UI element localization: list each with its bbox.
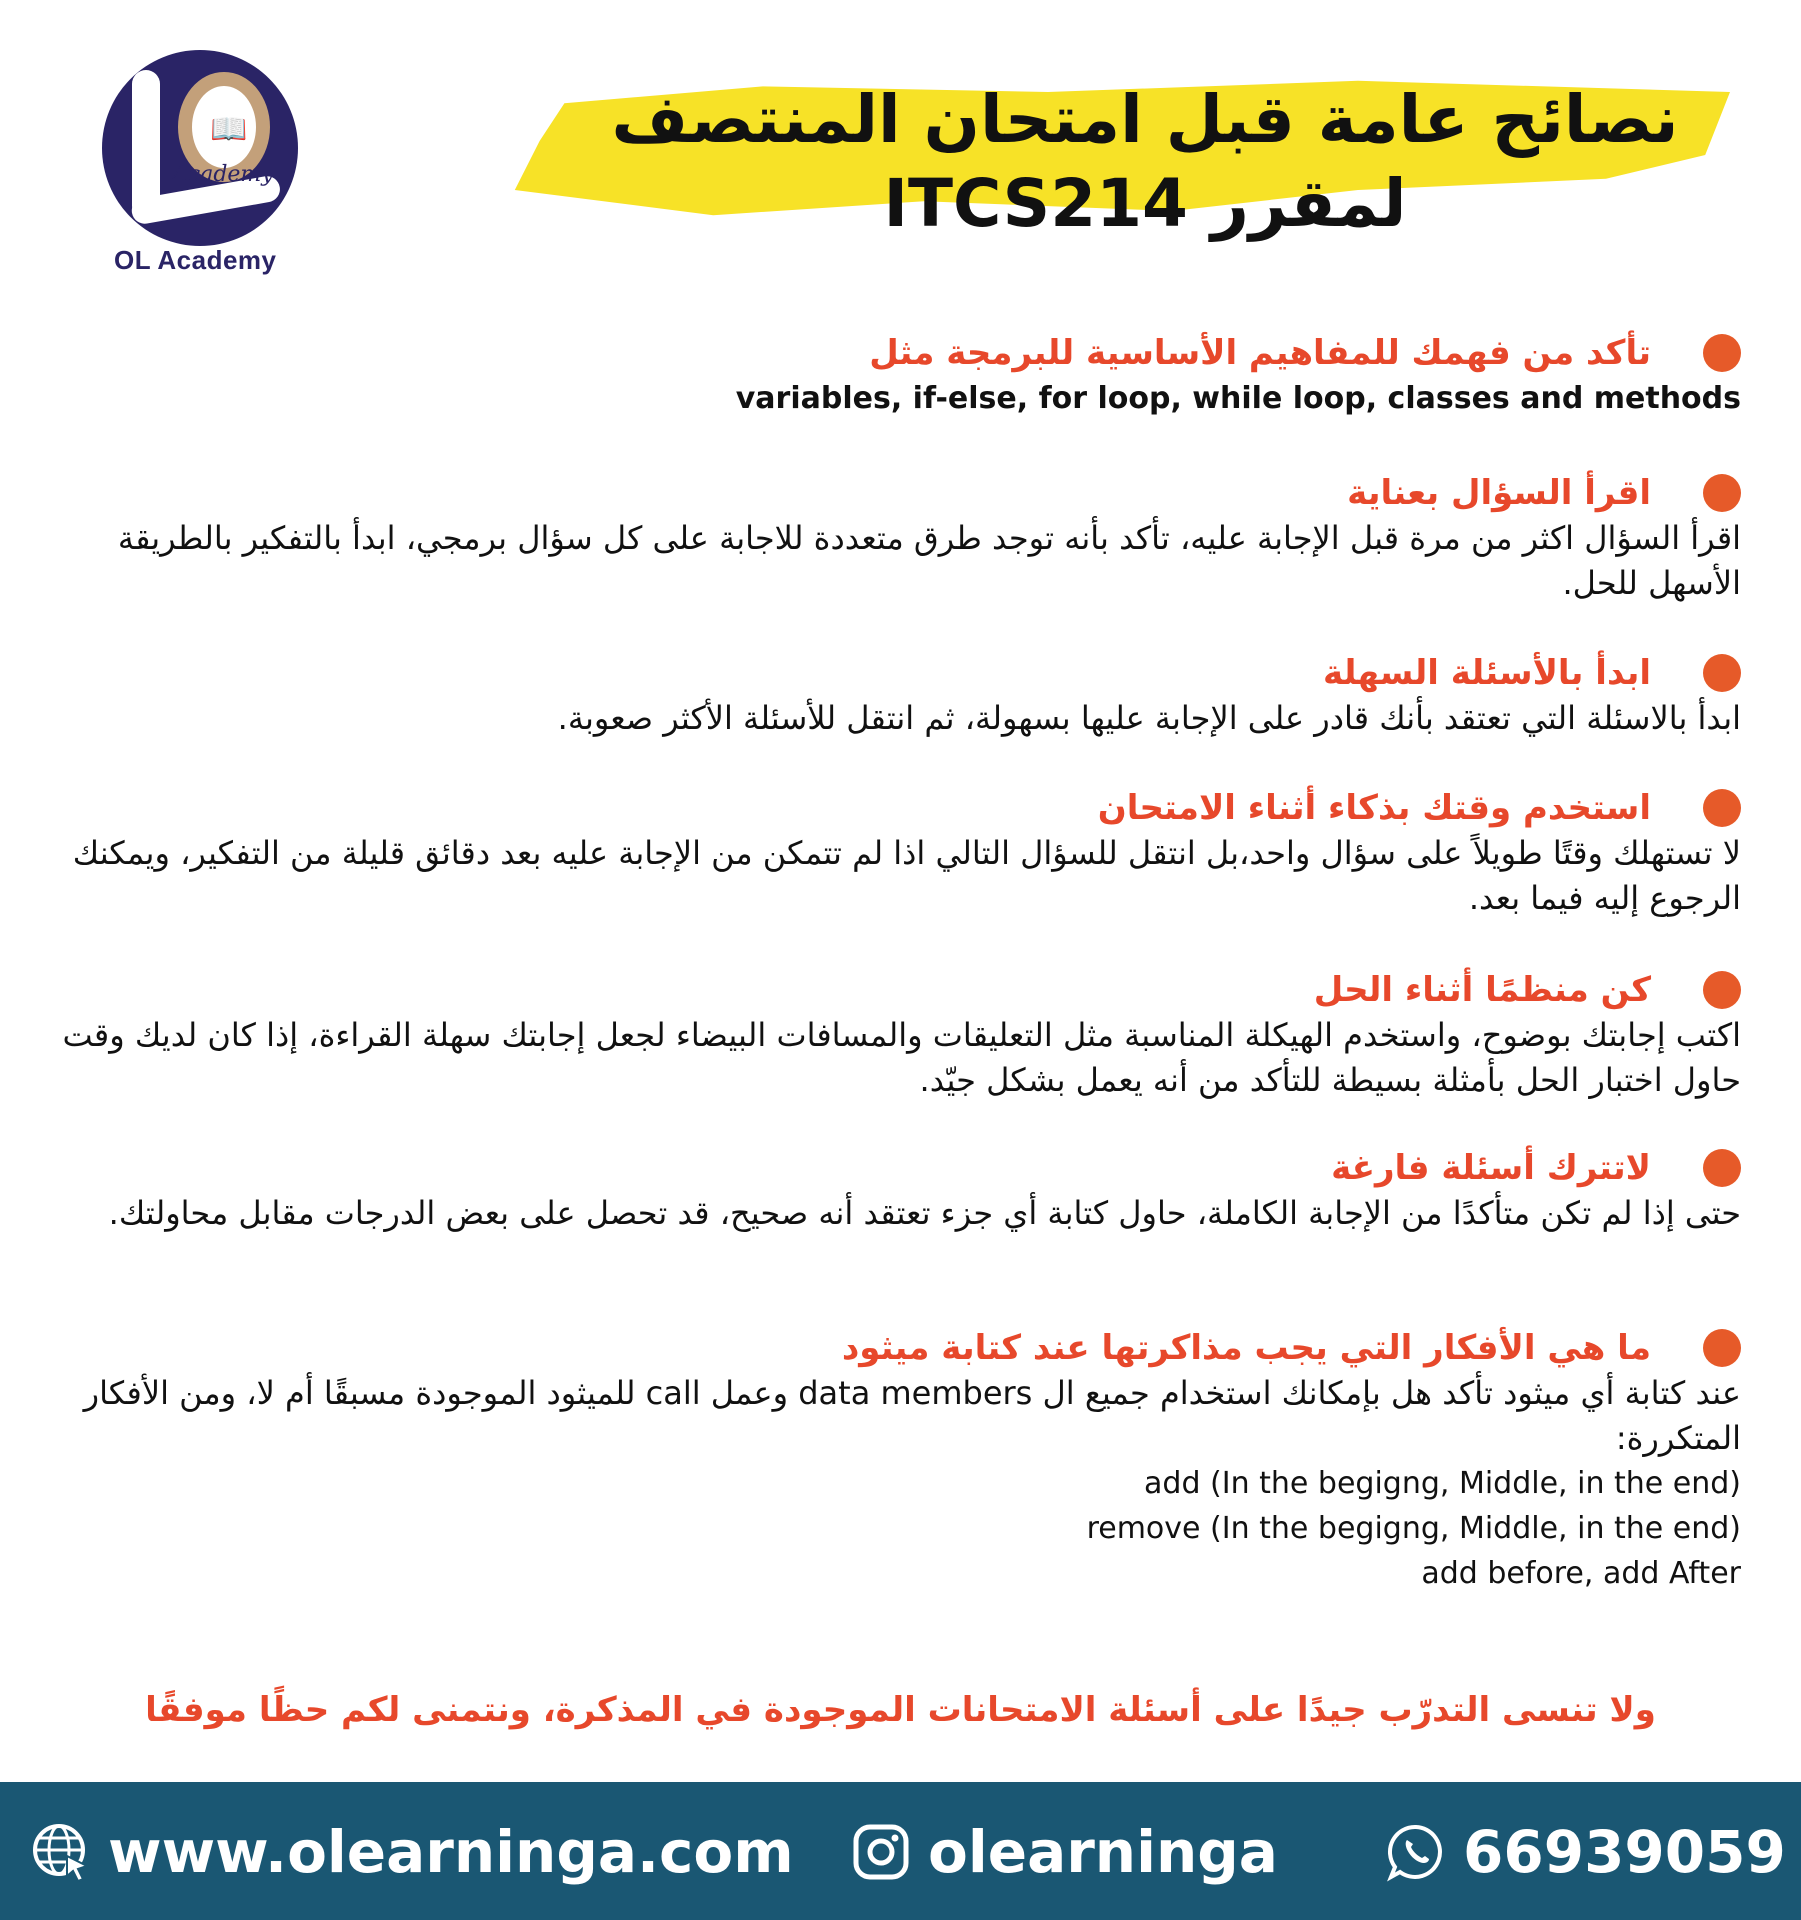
footer-whatsapp[interactable] xyxy=(1385,1812,1786,1892)
tip-english-text: variables, if-else, for loop, while loop, classes and methods xyxy=(735,381,1741,416)
tip-heading xyxy=(41,330,1741,376)
tip-7 xyxy=(41,1325,1741,1596)
tip-body: عند كتابة أي ميثود تأكد هل بإمكانك استخدام جميع ال data members وعمل call للميثود الموجودة مسبقًا أم لا، ومن الأفكار المتكررة: xyxy=(83,1374,1741,1457)
website-text: www.olearninga.com xyxy=(108,1818,794,1886)
tip-body: ابدأ بالاسئلة التي تعتقد بأنك قادر على الإجابة عليها بسهولة، ثم انتقل للأسئلة الأكثر صعوبة. xyxy=(557,699,1741,737)
tip-heading xyxy=(41,470,1741,516)
ol-academy-logo xyxy=(92,40,312,280)
method-idea-line: add (In the begigng, Middle, in the end) xyxy=(1144,1466,1741,1501)
globe-icon xyxy=(30,1821,92,1883)
footer-bar xyxy=(0,1782,1801,1920)
tip-heading-text: ما هي الأفكار التي يجب مذاكرتها عند كتابة ميثود xyxy=(841,1328,1651,1368)
bullet-dot-icon xyxy=(1703,654,1741,692)
method-idea-line: add before, add After xyxy=(1421,1556,1741,1591)
tip-2 xyxy=(41,470,1741,606)
tip-heading-text: لاتترك أسئلة فارغة xyxy=(1331,1148,1651,1188)
tip-heading-text: كن منظمًا أثناء الحل xyxy=(1313,970,1651,1010)
footer-website[interactable] xyxy=(30,1812,794,1892)
tip-body: اكتب إجابتك بوضوح، واستخدم الهيكلة المناسبة مثل التعليقات والمسافات البيضاء لجعل إجابتك سهلة القراءة، إذا كان لديك وقت حاول اختبار الحل بأمثلة بسيطة للتأكد من أنه يعمل بشكل جيّد. xyxy=(62,1016,1741,1099)
logo-wordmark: Academy xyxy=(172,162,274,187)
instagram-icon xyxy=(850,1821,912,1883)
tip-1 xyxy=(41,330,1741,421)
whatsapp-icon xyxy=(1385,1821,1447,1883)
tip-body: حتى إذا لم تكن متأكدًا من الإجابة الكاملة، حاول كتابة أي جزء تعتقد أنه صحيح، قد تحصل على بعض الدرجات مقابل محاولتك. xyxy=(108,1194,1741,1232)
tip-heading-text: ابدأ بالأسئلة السهلة xyxy=(1322,653,1651,693)
tip-body: اقرأ السؤال اكثر من مرة قبل الإجابة عليه، تأكد بأنه توجد طرق متعددة للاجابة على كل سؤال برمجي، ابدأ بالتفكير بالطريقة الأسهل للحل. xyxy=(117,519,1741,602)
bullet-dot-icon xyxy=(1703,789,1741,827)
tip-heading xyxy=(41,650,1741,696)
tip-heading-text: اقرأ السؤال بعناية xyxy=(1347,473,1651,513)
bullet-dot-icon xyxy=(1703,1149,1741,1187)
title-line-2: لمقرر ITCS214 xyxy=(883,165,1407,242)
footer-instagram[interactable] xyxy=(850,1812,1278,1892)
tip-6 xyxy=(41,1145,1741,1236)
method-idea-line: remove (In the begigng, Middle, in the end) xyxy=(1086,1511,1741,1546)
instagram-handle: olearninga xyxy=(928,1818,1278,1886)
logo-name: OL Academy xyxy=(114,245,277,275)
page-title xyxy=(560,78,1730,246)
tip-heading xyxy=(41,785,1741,831)
title-line-1: نصائح عامة قبل امتحان المنتصف xyxy=(611,81,1679,158)
tip-heading xyxy=(41,967,1741,1013)
tip-heading xyxy=(41,1325,1741,1371)
bullet-dot-icon xyxy=(1703,334,1741,372)
tip-4 xyxy=(41,785,1741,921)
tip-heading xyxy=(41,1145,1741,1191)
bullet-dot-icon xyxy=(1703,474,1741,512)
book-icon: 📖 xyxy=(210,112,248,147)
tip-body: لا تستهلك وقتًا طويلاً على سؤال واحد،بل انتقل للسؤال التالي اذا لم تتمكن من الإجابة عليه بعد دقائق قليلة من التفكير، ويمكنك الرجوع إليه فيما بعد. xyxy=(72,834,1741,917)
tip-heading-text: تأكد من فهمك للمفاهيم الأساسية للبرمجة مثل xyxy=(869,333,1651,373)
closing-message: ولا تنسى التدرّب جيدًا على أسئلة الامتحانات الموجودة في المذكرة، ونتمنى لكم حظًا موفقًا xyxy=(145,1690,1656,1730)
phone-number: 66939059 xyxy=(1463,1818,1786,1886)
tip-heading-text: استخدم وقتك بذكاء أثناء الامتحان xyxy=(1097,788,1651,828)
bullet-dot-icon xyxy=(1703,971,1741,1009)
bullet-dot-icon xyxy=(1703,1329,1741,1367)
tips-list xyxy=(0,330,1801,1630)
tip-3 xyxy=(41,650,1741,741)
tip-5 xyxy=(41,967,1741,1103)
